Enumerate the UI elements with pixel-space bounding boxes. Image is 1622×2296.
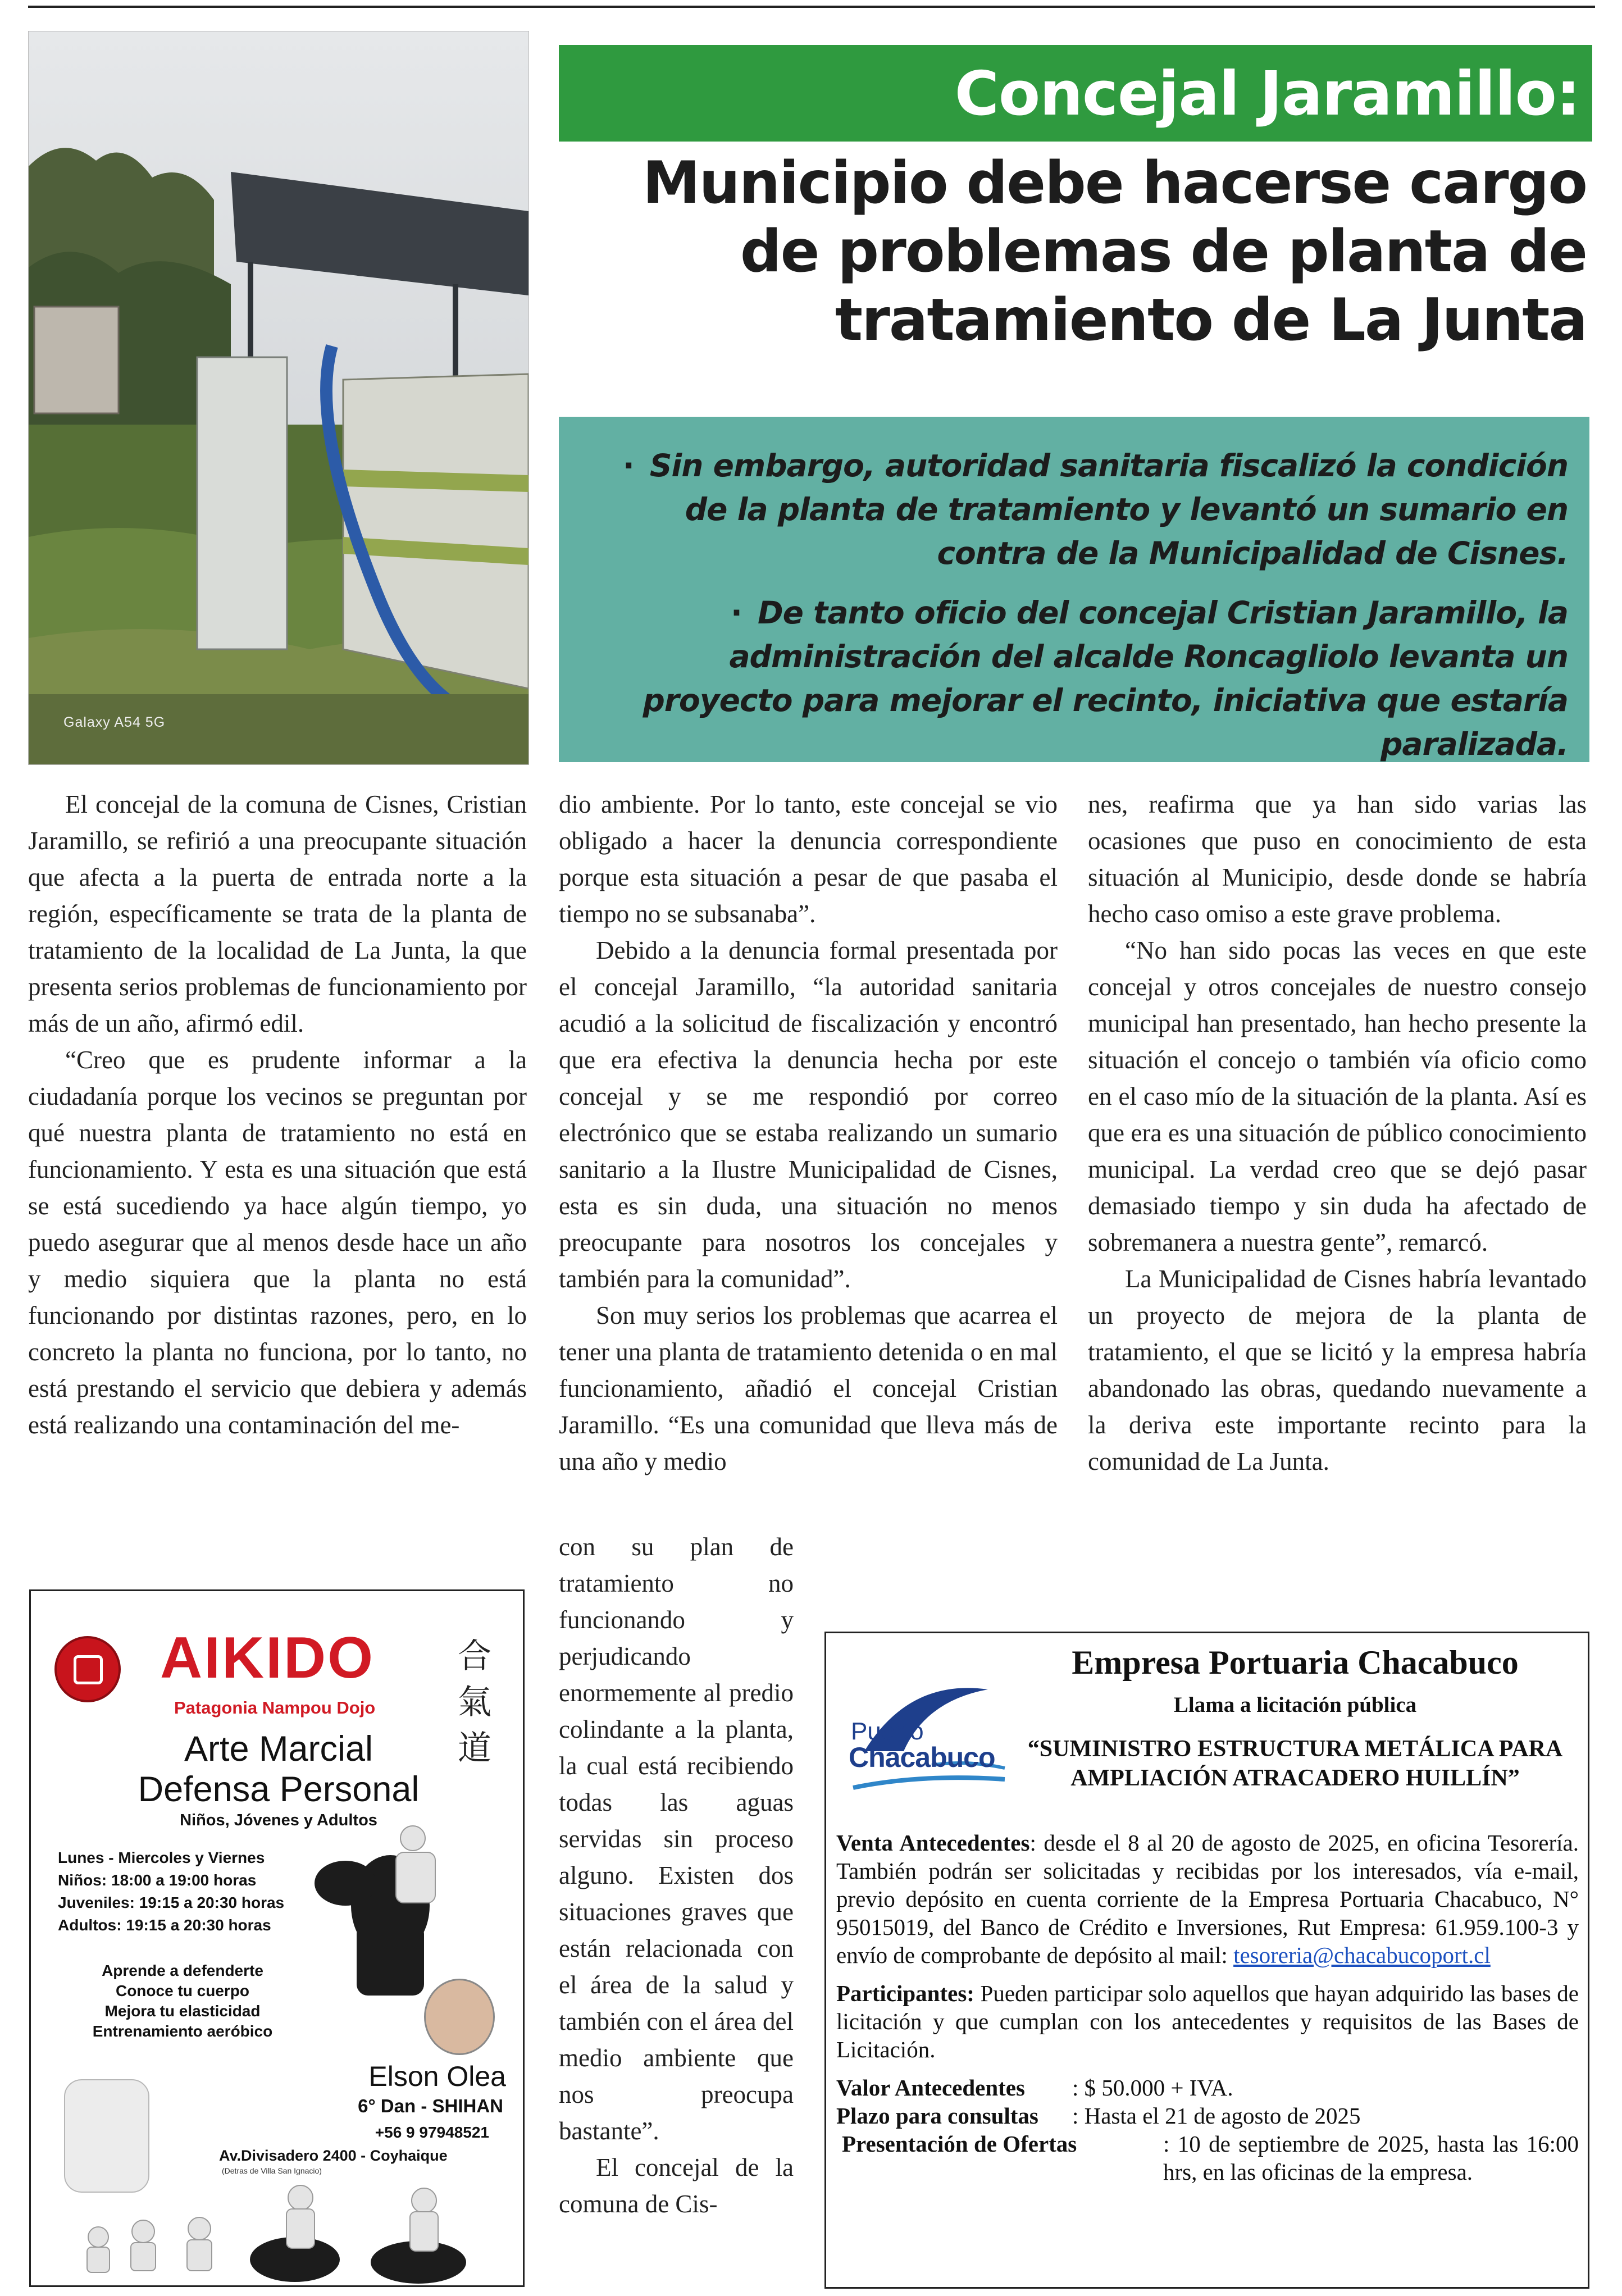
schedule-line: Juveniles: 19:15 a 20:30 horas [58, 1894, 285, 1911]
audience: Niños, Jóvenes y Adultos [180, 1811, 377, 1829]
tender-call: Llama a licitación pública [1173, 1693, 1417, 1717]
instructor-phone: +56 9 97948521 [375, 2124, 489, 2141]
instructor-name: Elson Olea [368, 2061, 506, 2092]
dojo-name: Patagonia Nampou Dojo [174, 1698, 376, 1718]
port-tender-ad [824, 1632, 1589, 2289]
headline-line: de problemas de planta de [740, 218, 1587, 285]
summary-box [559, 417, 1589, 762]
presentacion-label: Presentación de Ofertas [842, 2131, 1077, 2157]
paragraph: nes, reafirma que ya han sido varias las ocasiones que puso en conocimiento de esta situación al Municipio, desde donde se habría hecho caso omiso a este grave problema. [1088, 790, 1587, 928]
schedule-line: Niños: 18:00 a 19:00 horas [58, 1871, 257, 1889]
article-photo [28, 31, 529, 765]
aikido-title: AIKIDO [160, 1625, 375, 1691]
benefit: Entrenamiento aeróbico [92, 2022, 273, 2040]
summary-item [581, 591, 1568, 766]
paragraph: con su plan de tratamiento no funcionando y perjudicando enormemente al predio colindante a la planta, la cual está recibiendo todas las aguas servidas sin proceso alguno. Existen dos situaciones graves que están relacionada con el área de la salud y también con el área del medio ambiente que nos preocupa bastante”. [559, 1533, 794, 2145]
article-column-2-narrow [559, 1529, 794, 2222]
benefit: Mejora tu elasticidad [104, 2002, 261, 2020]
ad-heading [31, 1729, 525, 1810]
headline [559, 149, 1587, 354]
venta-antecedentes [836, 1829, 1579, 1969]
logo-text-puerto: Puerto [851, 1718, 924, 1745]
tender-details [836, 1829, 1579, 2186]
venta-text: : desde el 8 al 20 de agosto de 2025, en oficina Tesorería. También podrán ser solicitadas y recibidas por los interesados, vía e-mail, previo depósito en cuenta corriente de la Empresa Portuaria Chacabuco, N° 95015019, del Banco de Crédito e Inversiones, Rut Empresa: 61.959.100-3 y envío de comprobante de depósito al mail: [836, 1830, 1579, 1968]
paragraph: Debido a la denuncia formal presentada por el concejal Jaramillo, “la autoridad sanitaria acudió a la solicitud de fiscalización y encontró que era efectiva la denuncia hecha por este concejal y se me respondió por correo electrónico que se estaba realizando un sumario sanitario a la Ilustre Municipalidad de Cisnes, esta es sin duda, una situación no menos preocupante para nosotros los concejales y también para la comunidad”. [559, 936, 1058, 1293]
kicker-bar [559, 45, 1592, 142]
participantes-text: Pueden participar solo aquellos que hayan adquirido las bases de licitación y que cumplan con los antecedentes y requisitos de las Bases de Licitación. [836, 1980, 1579, 2062]
paragraph: “No han sido pocas las veces en que este concejal y otros concejales de nuestro consejo municipal han presentado, han hecho presente la situación el concejo o también vía oficio como en el caso mío de la situación de la planta. Así es que era es una situación de público conocimiento municipal. La verdad creo que se dejó pasar demasiado tiempo y sin duda ha afectado de sobremanera a nuestra gente”, remarcó. [1088, 936, 1587, 1256]
valor-label: Valor Antecedentes [836, 2075, 1025, 2101]
logo-text-chacabuco: Chacabuco [849, 1742, 995, 1773]
participantes [836, 1979, 1579, 2063]
summary-item [581, 444, 1568, 575]
plazo-consultas [836, 2102, 1579, 2130]
headline-kicker: Concejal Jaramillo: [954, 59, 1580, 129]
valor-antecedentes [836, 2074, 1579, 2102]
instructor-avatar [424, 1979, 495, 2055]
schedule [58, 1847, 284, 1937]
bullet-icon: · [731, 595, 742, 631]
paragraph: El concejal de la comuna de Cis- [559, 2153, 794, 2218]
aikido-ad [29, 1589, 525, 2287]
presentacion-ofertas [836, 2130, 1579, 2186]
email-link[interactable]: tesoreria@chacabucoport.cl [1233, 1942, 1491, 1968]
photo-caption: Galaxy A54 5G [63, 714, 166, 730]
benefit: Aprende a defenderte [102, 1962, 263, 1979]
plazo-text: : Hasta el 21 de agosto de 2025 [1072, 2103, 1361, 2129]
article-column-1 [28, 786, 527, 1443]
dojo-seal-icon [54, 1636, 121, 1702]
kanji-char: 道 [458, 1729, 491, 1768]
instructor-rank: 6° Dan - SHIHAN [358, 2095, 503, 2116]
paragraph: “Creo que es prudente informar a la ciudadanía porque los vecinos se preguntan por qué nuestra planta de tratamiento no está en funcionamiento. Y esta es una situación que está se está sucediendo ya hace algún tiempo, yo puedo asegurar que al menos desde hace un año y medio siquiera que la planta no está funcionando por distintas razones, pero, en lo concreto la planta no funciona, por lo tanto, no está prestando el servicio que debiera y además está realizando una contaminación del me- [28, 1046, 527, 1439]
schedule-line: Adultos: 19:15 a 20:30 horas [58, 1916, 271, 1934]
plazo-label: Plazo para consultas [836, 2103, 1038, 2129]
article-column-3 [1088, 786, 1587, 1480]
kanji-char: 合 [458, 1637, 491, 1676]
paragraph: La Municipalidad de Cisnes habría levantado un proyecto de mejora de la planta de tratamiento, el que se licitó y la empresa habría abandonado las obras, quedando nuevamente a la deriva este importante recinto para la comunidad de La Junta. [1088, 1265, 1587, 1475]
article-column-2 [559, 786, 1058, 1480]
presentacion-text: : 10 de septiembre de 2025, hasta las 16:00 hrs, en las oficinas de la empresa. [1163, 2131, 1579, 2185]
benefit: Conoce tu cuerpo [115, 1982, 249, 1999]
company-name: Empresa Portuaria Chacabuco [1072, 1644, 1519, 1681]
summary-text: De tanto oficio del concejal Cristian Jaramillo, la administración del alcalde Roncagliolo levanta un proyecto para mejorar el recinto, iniciativa que estaría paralizada. [643, 595, 1568, 762]
bullet-icon: · [622, 448, 634, 484]
dojo-address-note: (Detras de Villa San Ignacio) [222, 2166, 322, 2175]
arte-marcial: Arte Marcial [184, 1729, 373, 1769]
tender-subject: “SUMINISTRO ESTRUCTURA METÁLICA PARA AMPLIACIÓN ATRACADERO HUILLÍN” [1027, 1736, 1563, 1791]
venta-label: Venta Antecedentes [836, 1830, 1030, 1856]
treatment-plant-photo [29, 31, 528, 764]
valor-text: : $ 50.000 + IVA. [1072, 2075, 1233, 2101]
paragraph: dio ambiente. Por lo tanto, este concejal se vio obligado a hacer la denuncia correspondiente porque esta situación a pesar de que pasaba el tiempo no se subsanaba”. [559, 790, 1058, 928]
paragraph: Son muy serios los problemas que acarrea el tener una planta de tratamiento detenida o en mal funcionamiento, añadió el concejal Cristian Jaramillo. “Es una comunidad que lleva más de una año y medio [559, 1301, 1058, 1475]
top-rule [28, 6, 1595, 8]
summary-text: Sin embargo, autoridad sanitaria fiscalizó la condición de la planta de tratamiento y levantó un sumario en contra de la Municipalidad de Cisnes. [649, 448, 1568, 571]
paragraph: El concejal de la comuna de Cisnes, Cristian Jaramillo, se refirió a una preocupante situación que afecta a la puerta de entrada norte a la región, específicamente se trata de la planta de tratamiento de la localidad de La Junta, la que presenta serios problemas de funcionamiento por más de un año, afirmó edil. [28, 790, 527, 1037]
dojo-address: Av.Divisadero 2400 - Coyhaique [219, 2147, 448, 2164]
schedule-line: Lunes - Miercoles y Viernes [58, 1849, 265, 1866]
headline-line: tratamiento de La Junta [835, 286, 1587, 354]
participantes-label: Participantes: [836, 1980, 974, 2006]
kanji-char: 氣 [458, 1683, 491, 1722]
defensa-personal: Defensa Personal [138, 1770, 420, 1809]
benefits [70, 1961, 295, 2042]
headline-line: Municipio debe hacerse cargo [643, 149, 1587, 217]
